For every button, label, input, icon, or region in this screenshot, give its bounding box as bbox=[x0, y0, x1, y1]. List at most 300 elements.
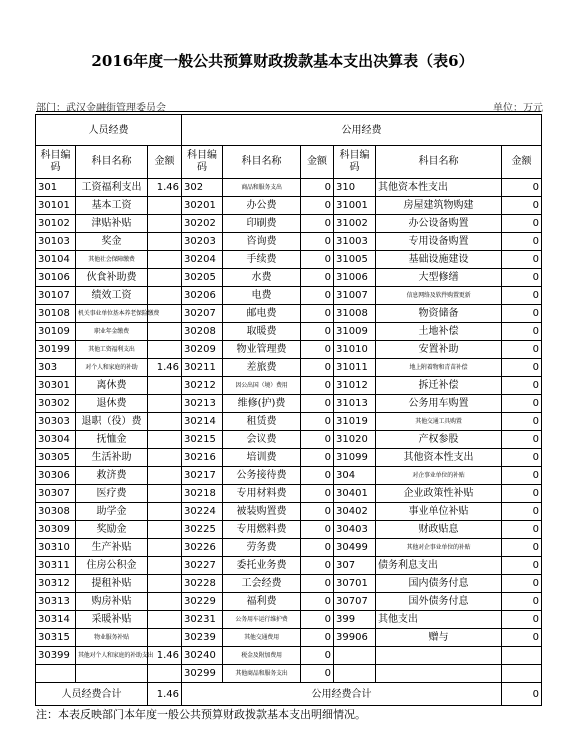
cell-code: 30239 bbox=[182, 629, 223, 647]
cell-name: 基础设施建设 bbox=[376, 251, 502, 269]
cell-code: 30224 bbox=[182, 503, 223, 521]
cell-amount: 0 bbox=[301, 449, 334, 467]
table-row bbox=[36, 647, 542, 665]
cell-code: 30211 bbox=[182, 359, 223, 377]
cell-name: 其他社会保障缴费 bbox=[76, 251, 148, 269]
cell-code: 30228 bbox=[182, 575, 223, 593]
cell-code: 31099 bbox=[334, 449, 376, 467]
cell-name: 其他商品和服务支出 bbox=[223, 665, 301, 683]
cell-code: 30307 bbox=[36, 485, 76, 503]
cell-name: 培训费 bbox=[223, 449, 301, 467]
cell-code: 30305 bbox=[36, 449, 76, 467]
cell-amount bbox=[148, 215, 182, 233]
table-row bbox=[36, 359, 542, 377]
table-row bbox=[36, 395, 542, 413]
cell-code: 30214 bbox=[182, 413, 223, 431]
table-row bbox=[36, 521, 542, 539]
cell-name: 物业服务补贴 bbox=[76, 629, 148, 647]
cell-amount: 0 bbox=[502, 179, 542, 197]
table-row bbox=[36, 215, 542, 233]
cell-amount: 0 bbox=[301, 323, 334, 341]
cell-amount bbox=[148, 269, 182, 287]
cell-name: 工会经费 bbox=[223, 575, 301, 593]
cell-name: 提租补贴 bbox=[76, 575, 148, 593]
cell-name: 土地补偿 bbox=[376, 323, 502, 341]
cell-name: 对企事业单位的补贴 bbox=[376, 467, 502, 485]
cell-name: 取暖费 bbox=[223, 323, 301, 341]
cell-name: 生产补贴 bbox=[76, 539, 148, 557]
cell-name: 地上附着物和青苗补偿 bbox=[376, 359, 502, 377]
cell-code: 30399 bbox=[36, 647, 76, 665]
cell-code: 31005 bbox=[334, 251, 376, 269]
cell-name: 国内债务付息 bbox=[376, 575, 502, 593]
col-public2-code: 科目编码 bbox=[334, 146, 376, 179]
cell-code: 31010 bbox=[334, 341, 376, 359]
header-rule bbox=[36, 111, 541, 112]
cell-name: 印刷费 bbox=[223, 215, 301, 233]
cell-name: 安置补助 bbox=[376, 341, 502, 359]
cell-name bbox=[376, 647, 502, 665]
cell-name: 其他交通费用 bbox=[223, 629, 301, 647]
cell-code: 31009 bbox=[334, 323, 376, 341]
col-public1-name: 科目名称 bbox=[223, 146, 301, 179]
cell-code: 302 bbox=[182, 179, 223, 197]
cell-name: 职业年金缴费 bbox=[76, 323, 148, 341]
cell-name: 劳务费 bbox=[223, 539, 301, 557]
cell-code: 30205 bbox=[182, 269, 223, 287]
cell-amount: 1.46 bbox=[148, 179, 182, 197]
cell-name: 生活补助 bbox=[76, 449, 148, 467]
cell-amount bbox=[148, 233, 182, 251]
table-row bbox=[36, 197, 542, 215]
department-label: 部门：武汉金融街管理委员会 bbox=[36, 103, 166, 114]
cell-amount: 0 bbox=[301, 413, 334, 431]
cell-name: 退职（役）费 bbox=[76, 413, 148, 431]
cell-name: 邮电费 bbox=[223, 305, 301, 323]
col-public1-code: 科目编码 bbox=[182, 146, 223, 179]
cell-amount: 0 bbox=[502, 521, 542, 539]
cell-name: 其他交通工具购置 bbox=[376, 413, 502, 431]
cell-code: 31008 bbox=[334, 305, 376, 323]
cell-amount: 0 bbox=[301, 269, 334, 287]
cell-name: 其他资本性支出 bbox=[376, 449, 502, 467]
cell-code: 31001 bbox=[334, 197, 376, 215]
cell-name: 赠与 bbox=[376, 629, 502, 647]
cell-amount bbox=[148, 449, 182, 467]
cell-amount: 0 bbox=[301, 431, 334, 449]
footnote: 注：本表反映部门本年度一般公共预算财政拨款基本支出明细情况。 bbox=[36, 708, 366, 721]
cell-amount: 0 bbox=[502, 575, 542, 593]
cell-amount: 0 bbox=[502, 233, 542, 251]
unit-label: 单位：万元 bbox=[493, 103, 543, 114]
cell-amount: 0 bbox=[301, 557, 334, 575]
cell-code: 304 bbox=[334, 467, 376, 485]
public-total-label: 公用经费合计 bbox=[182, 683, 502, 706]
cell-code: 30226 bbox=[182, 539, 223, 557]
cell-amount bbox=[148, 485, 182, 503]
cell-name: 委托业务费 bbox=[223, 557, 301, 575]
cell-amount: 0 bbox=[301, 575, 334, 593]
cell-code: 30207 bbox=[182, 305, 223, 323]
cell-name: 助学金 bbox=[76, 503, 148, 521]
cell-code: 30212 bbox=[182, 377, 223, 395]
cell-amount: 0 bbox=[301, 647, 334, 665]
cell-code: 39906 bbox=[334, 629, 376, 647]
cell-code: 30218 bbox=[182, 485, 223, 503]
cell-name: 津贴补贴 bbox=[76, 215, 148, 233]
cell-amount bbox=[148, 413, 182, 431]
cell-amount: 0 bbox=[301, 485, 334, 503]
cell-amount: 0 bbox=[301, 521, 334, 539]
cell-code: 30201 bbox=[182, 197, 223, 215]
table-row bbox=[36, 413, 542, 431]
cell-amount: 0 bbox=[502, 449, 542, 467]
cell-amount: 0 bbox=[301, 179, 334, 197]
table-row bbox=[36, 341, 542, 359]
col-public2-name: 科目名称 bbox=[376, 146, 502, 179]
cell-code: 30310 bbox=[36, 539, 76, 557]
cell-code: 30215 bbox=[182, 431, 223, 449]
cell-code: 30107 bbox=[36, 287, 76, 305]
table-row bbox=[36, 323, 542, 341]
cell-name: 退休费 bbox=[76, 395, 148, 413]
cell-amount bbox=[148, 521, 182, 539]
cell-name: 公务用车购置 bbox=[376, 395, 502, 413]
cell-name: 事业单位补贴 bbox=[376, 503, 502, 521]
cell-name: 离休费 bbox=[76, 377, 148, 395]
cell-code: 30216 bbox=[182, 449, 223, 467]
cell-code: 310 bbox=[334, 179, 376, 197]
cell-name: 企业政策性补贴 bbox=[376, 485, 502, 503]
cell-code: 30203 bbox=[182, 233, 223, 251]
cell-name: 其他资本性支出 bbox=[376, 179, 502, 197]
table-row bbox=[36, 467, 542, 485]
cell-amount: 0 bbox=[502, 485, 542, 503]
cell-name: 租赁费 bbox=[223, 413, 301, 431]
cell-code: 30217 bbox=[182, 467, 223, 485]
cell-name: 抚恤金 bbox=[76, 431, 148, 449]
cell-code: 31007 bbox=[334, 287, 376, 305]
cell-name: 对个人和家庭的补助 bbox=[76, 359, 148, 377]
cell-amount: 0 bbox=[301, 629, 334, 647]
cell-amount: 0 bbox=[301, 197, 334, 215]
table-row bbox=[36, 305, 542, 323]
cell-name: 其他对企事业单位的补贴 bbox=[376, 539, 502, 557]
cell-amount bbox=[148, 197, 182, 215]
cell-code: 31013 bbox=[334, 395, 376, 413]
cell-amount: 0 bbox=[301, 251, 334, 269]
cell-amount bbox=[148, 629, 182, 647]
cell-name: 专用设备购置 bbox=[376, 233, 502, 251]
cell-code: 30106 bbox=[36, 269, 76, 287]
table-row bbox=[36, 431, 542, 449]
cell-amount bbox=[148, 503, 182, 521]
cell-code: 307 bbox=[334, 557, 376, 575]
cell-amount: 0 bbox=[301, 341, 334, 359]
cell-name: 财政贴息 bbox=[376, 521, 502, 539]
cell-code: 30206 bbox=[182, 287, 223, 305]
table-row bbox=[36, 485, 542, 503]
cell-amount bbox=[148, 395, 182, 413]
cell-amount: 0 bbox=[502, 341, 542, 359]
cell-amount: 0 bbox=[301, 377, 334, 395]
cell-name: 电费 bbox=[223, 287, 301, 305]
expenditure-table bbox=[35, 114, 542, 706]
cell-code: 30304 bbox=[36, 431, 76, 449]
cell-amount: 0 bbox=[502, 359, 542, 377]
cell-amount bbox=[148, 539, 182, 557]
cell-amount bbox=[148, 323, 182, 341]
cell-code: 30204 bbox=[182, 251, 223, 269]
personnel-total-label: 人员经费合计 bbox=[36, 683, 148, 706]
public-total-value: 0 bbox=[502, 683, 542, 706]
cell-name: 购房补贴 bbox=[76, 593, 148, 611]
cell-code: 31002 bbox=[334, 215, 376, 233]
cell-amount bbox=[502, 665, 542, 683]
cell-name: 国外债务付息 bbox=[376, 593, 502, 611]
cell-name: 差旅费 bbox=[223, 359, 301, 377]
table-row bbox=[36, 179, 542, 197]
cell-amount bbox=[148, 611, 182, 629]
cell-name: 会议费 bbox=[223, 431, 301, 449]
cell-amount: 0 bbox=[502, 377, 542, 395]
page-title: 2016年度一般公共预算财政拨款基本支出决算表（表6） bbox=[91, 52, 474, 70]
cell-name: 机关事业单位基本养老保险缴费 bbox=[76, 305, 148, 323]
cell-name: 工资福利支出 bbox=[76, 179, 148, 197]
cell-code: 30213 bbox=[182, 395, 223, 413]
cell-amount: 0 bbox=[502, 467, 542, 485]
cell-amount: 0 bbox=[502, 413, 542, 431]
cell-amount: 0 bbox=[502, 395, 542, 413]
cell-name: 办公设备购置 bbox=[376, 215, 502, 233]
cell-code: 30707 bbox=[334, 593, 376, 611]
cell-name: 税金及附加费用 bbox=[223, 647, 301, 665]
cell-name: 产权参股 bbox=[376, 431, 502, 449]
cell-name: 因公出国（境）费用 bbox=[223, 377, 301, 395]
cell-code: 30299 bbox=[182, 665, 223, 683]
cell-code: 30301 bbox=[36, 377, 76, 395]
cell-amount: 1.46 bbox=[148, 359, 182, 377]
cell-code: 30209 bbox=[182, 341, 223, 359]
table-row bbox=[36, 377, 542, 395]
cell-name: 救济费 bbox=[76, 467, 148, 485]
column-header-row bbox=[36, 146, 542, 179]
cell-code: 30240 bbox=[182, 647, 223, 665]
cell-amount: 0 bbox=[502, 251, 542, 269]
table-row bbox=[36, 665, 542, 683]
cell-name: 手续费 bbox=[223, 251, 301, 269]
cell-name: 专用燃料费 bbox=[223, 521, 301, 539]
cell-code: 30227 bbox=[182, 557, 223, 575]
cell-name: 办公费 bbox=[223, 197, 301, 215]
cell-code: 31012 bbox=[334, 377, 376, 395]
cell-code: 30402 bbox=[334, 503, 376, 521]
cell-amount: 0 bbox=[301, 287, 334, 305]
cell-amount: 0 bbox=[502, 305, 542, 323]
group-public: 公用经费 bbox=[182, 115, 542, 146]
col-personnel-amount: 金额 bbox=[148, 146, 182, 179]
col-personnel-name: 科目名称 bbox=[76, 146, 148, 179]
cell-code: 30104 bbox=[36, 251, 76, 269]
cell-code bbox=[36, 665, 76, 683]
cell-code: 30309 bbox=[36, 521, 76, 539]
table-row bbox=[36, 503, 542, 521]
cell-code: 31003 bbox=[334, 233, 376, 251]
cell-amount: 1.46 bbox=[148, 647, 182, 665]
cell-code: 31020 bbox=[334, 431, 376, 449]
cell-name: 物资储备 bbox=[376, 305, 502, 323]
cell-code: 30225 bbox=[182, 521, 223, 539]
cell-code: 30108 bbox=[36, 305, 76, 323]
cell-code: 30109 bbox=[36, 323, 76, 341]
col-public2-amount: 金额 bbox=[502, 146, 542, 179]
cell-code: 30303 bbox=[36, 413, 76, 431]
cell-code: 30231 bbox=[182, 611, 223, 629]
cell-amount: 0 bbox=[301, 503, 334, 521]
cell-name: 其他工资福利支出 bbox=[76, 341, 148, 359]
cell-amount: 0 bbox=[301, 467, 334, 485]
cell-code: 30403 bbox=[334, 521, 376, 539]
cell-code: 30701 bbox=[334, 575, 376, 593]
cell-code: 30313 bbox=[36, 593, 76, 611]
cell-amount: 0 bbox=[502, 629, 542, 647]
cell-name: 物业管理费 bbox=[223, 341, 301, 359]
cell-name: 绩效工资 bbox=[76, 287, 148, 305]
cell-code: 30101 bbox=[36, 197, 76, 215]
cell-name: 福利费 bbox=[223, 593, 301, 611]
cell-amount: 0 bbox=[301, 395, 334, 413]
cell-name: 奖励金 bbox=[76, 521, 148, 539]
cell-code: 30302 bbox=[36, 395, 76, 413]
table-row bbox=[36, 251, 542, 269]
cell-name: 拆迁补偿 bbox=[376, 377, 502, 395]
table-row bbox=[36, 611, 542, 629]
table-row bbox=[36, 539, 542, 557]
cell-name: 住房公积金 bbox=[76, 557, 148, 575]
cell-code: 31006 bbox=[334, 269, 376, 287]
cell-name: 信息网络及软件购置更新 bbox=[376, 287, 502, 305]
cell-code: 30314 bbox=[36, 611, 76, 629]
cell-amount: 0 bbox=[301, 233, 334, 251]
cell-code: 30199 bbox=[36, 341, 76, 359]
cell-code: 30103 bbox=[36, 233, 76, 251]
cell-amount bbox=[148, 431, 182, 449]
cell-amount: 0 bbox=[502, 287, 542, 305]
cell-amount bbox=[148, 665, 182, 683]
cell-code: 30102 bbox=[36, 215, 76, 233]
cell-amount: 0 bbox=[502, 503, 542, 521]
cell-name: 公务用车运行维护费 bbox=[223, 611, 301, 629]
col-personnel-code: 科目编码 bbox=[36, 146, 76, 179]
cell-code: 30202 bbox=[182, 215, 223, 233]
cell-name: 水费 bbox=[223, 269, 301, 287]
cell-code: 30312 bbox=[36, 575, 76, 593]
cell-code: 30306 bbox=[36, 467, 76, 485]
cell-name: 专用材料费 bbox=[223, 485, 301, 503]
cell-name: 基本工资 bbox=[76, 197, 148, 215]
cell-code: 31011 bbox=[334, 359, 376, 377]
cell-amount: 0 bbox=[301, 593, 334, 611]
cell-name: 医疗费 bbox=[76, 485, 148, 503]
cell-amount: 0 bbox=[502, 593, 542, 611]
cell-code: 30311 bbox=[36, 557, 76, 575]
cell-name: 伙食补助费 bbox=[76, 269, 148, 287]
cell-amount: 0 bbox=[502, 215, 542, 233]
group-header-row bbox=[36, 115, 542, 146]
cell-name: 采暖补贴 bbox=[76, 611, 148, 629]
cell-name: 被装购置费 bbox=[223, 503, 301, 521]
cell-amount: 0 bbox=[301, 611, 334, 629]
cell-amount: 0 bbox=[502, 557, 542, 575]
table-row bbox=[36, 575, 542, 593]
cell-amount bbox=[148, 467, 182, 485]
table-row bbox=[36, 449, 542, 467]
cell-name: 咨询费 bbox=[223, 233, 301, 251]
cell-name: 大型修缮 bbox=[376, 269, 502, 287]
cell-amount bbox=[148, 287, 182, 305]
cell-name: 其他支出 bbox=[376, 611, 502, 629]
table-row bbox=[36, 557, 542, 575]
cell-code bbox=[334, 665, 376, 683]
cell-amount: 0 bbox=[502, 431, 542, 449]
cell-code: 301 bbox=[36, 179, 76, 197]
table-row bbox=[36, 269, 542, 287]
personnel-total-value: 1.46 bbox=[148, 683, 182, 706]
cell-code bbox=[334, 647, 376, 665]
table-row bbox=[36, 629, 542, 647]
cell-amount: 0 bbox=[502, 539, 542, 557]
cell-code: 303 bbox=[36, 359, 76, 377]
cell-code: 30315 bbox=[36, 629, 76, 647]
cell-code: 30229 bbox=[182, 593, 223, 611]
cell-amount: 0 bbox=[301, 665, 334, 683]
cell-name bbox=[376, 665, 502, 683]
cell-amount: 0 bbox=[502, 269, 542, 287]
cell-name: 奖金 bbox=[76, 233, 148, 251]
cell-code: 31019 bbox=[334, 413, 376, 431]
cell-amount: 0 bbox=[301, 539, 334, 557]
cell-code: 399 bbox=[334, 611, 376, 629]
col-public1-amount: 金额 bbox=[301, 146, 334, 179]
totals-row bbox=[36, 683, 542, 706]
cell-amount bbox=[148, 341, 182, 359]
cell-code: 30401 bbox=[334, 485, 376, 503]
cell-amount: 0 bbox=[301, 359, 334, 377]
cell-amount bbox=[148, 377, 182, 395]
group-personnel: 人员经费 bbox=[36, 115, 182, 146]
cell-code: 30308 bbox=[36, 503, 76, 521]
cell-amount: 0 bbox=[502, 197, 542, 215]
table-row bbox=[36, 593, 542, 611]
cell-name: 商品和服务支出 bbox=[223, 179, 301, 197]
cell-amount bbox=[502, 647, 542, 665]
cell-name: 债务利息支出 bbox=[376, 557, 502, 575]
table-row bbox=[36, 233, 542, 251]
cell-amount bbox=[148, 251, 182, 269]
cell-code: 30499 bbox=[334, 539, 376, 557]
cell-name: 公务接待费 bbox=[223, 467, 301, 485]
cell-amount bbox=[148, 557, 182, 575]
cell-amount: 0 bbox=[502, 323, 542, 341]
cell-name bbox=[76, 665, 148, 683]
table-row bbox=[36, 287, 542, 305]
cell-amount: 0 bbox=[502, 611, 542, 629]
cell-amount: 0 bbox=[301, 305, 334, 323]
cell-name: 维修(护)费 bbox=[223, 395, 301, 413]
cell-name: 房屋建筑物购建 bbox=[376, 197, 502, 215]
cell-name: 其他对个人和家庭的补助支出 bbox=[76, 647, 148, 665]
cell-amount bbox=[148, 575, 182, 593]
